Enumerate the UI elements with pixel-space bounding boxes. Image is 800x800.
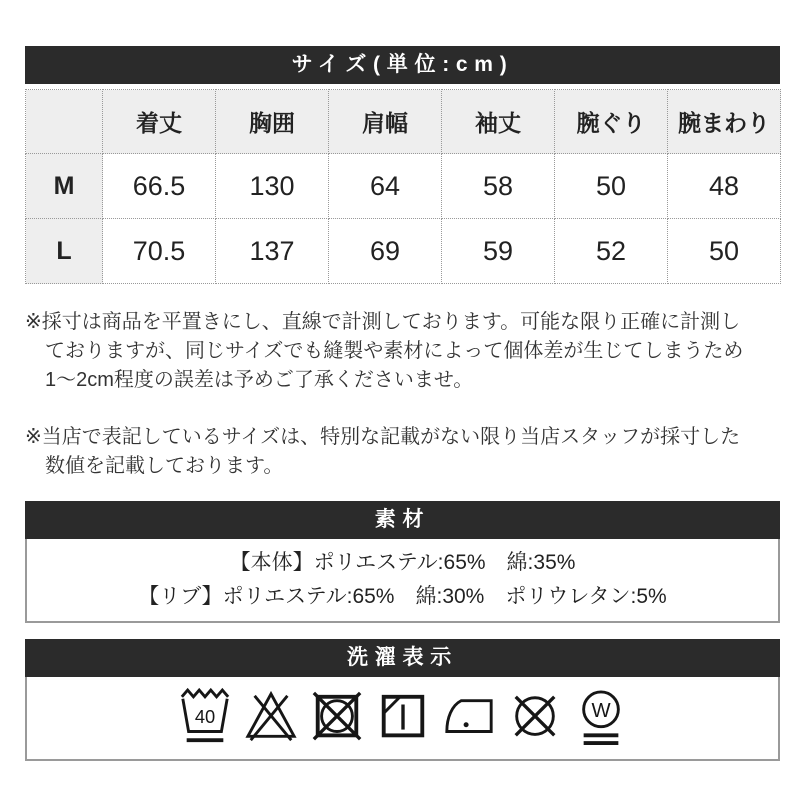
column-header-chest: 胸囲 xyxy=(216,90,329,154)
wash-temperature-label: 40 xyxy=(194,705,215,727)
note-line: 数値を記載しております。 xyxy=(45,455,284,477)
note-line: ※当店で表記しているサイズは、特別な記載がない限り当店スタッフが採寸した xyxy=(25,426,741,448)
column-header-shoulder: 肩幅 xyxy=(329,90,442,154)
size-section-header xyxy=(25,46,780,84)
note-line: ※採寸は商品を平置きにし、直線で計測しております。可能な限り正確に計測し xyxy=(25,311,741,333)
cell-m-length: 66.5 xyxy=(103,154,216,219)
cell-l-length: 70.5 xyxy=(103,219,216,284)
size-table xyxy=(25,89,781,284)
column-header-armhole: 腕ぐり xyxy=(555,90,668,154)
cell-m-sleeve: 58 xyxy=(442,154,555,219)
wet-clean-letter: W xyxy=(590,700,611,723)
cell-l-shoulder: 69 xyxy=(329,219,442,284)
cell-l-chest: 137 xyxy=(216,219,329,284)
material-section-title: 素材 xyxy=(374,508,431,531)
do-not-tumble-dry-icon xyxy=(310,685,364,751)
size-chart-page xyxy=(25,0,780,761)
column-header-sleeve: 袖丈 xyxy=(442,90,555,154)
cell-l-arm-circumference: 50 xyxy=(668,219,781,284)
table-row-m xyxy=(26,154,781,219)
cell-l-sleeve: 59 xyxy=(442,219,555,284)
staff-measured-note xyxy=(25,423,780,481)
cell-m-arm-circumference: 48 xyxy=(668,154,781,219)
note-line: ておりますが、同じサイズでも縫製や素材によって個体差が生じてしまうため xyxy=(45,340,744,362)
corner-cell xyxy=(26,90,103,154)
material-composition-box xyxy=(25,539,780,623)
material-section-header xyxy=(25,501,780,539)
laundry-symbols-box xyxy=(25,677,780,761)
cell-m-armhole: 50 xyxy=(555,154,668,219)
cell-m-chest: 130 xyxy=(216,154,329,219)
care-section-title: 洗濯表示 xyxy=(347,646,458,669)
cell-m-shoulder: 64 xyxy=(329,154,442,219)
column-header-arm-circumference: 腕まわり xyxy=(668,90,781,154)
wet-clean-very-gentle-icon xyxy=(574,685,628,751)
iron-low-heat-icon xyxy=(442,685,496,751)
wash-40-gentle-icon xyxy=(178,685,232,751)
column-header-length: 着丈 xyxy=(103,90,216,154)
row-label-l: L xyxy=(26,219,103,284)
measurement-method-note xyxy=(25,308,780,395)
line-dry-in-shade-icon xyxy=(376,685,430,751)
care-section-header xyxy=(25,639,780,677)
iron-dot xyxy=(463,722,468,727)
table-row-l xyxy=(26,219,781,284)
do-not-dry-clean-icon xyxy=(508,685,562,751)
row-label-m: M xyxy=(26,154,103,219)
size-table-header-row xyxy=(26,90,781,154)
cell-l-armhole: 52 xyxy=(555,219,668,284)
material-line-body: 【本体】ポリエステル:65% 綿:35% xyxy=(229,551,576,574)
note-line: 1〜2cm程度の誤差は予めご了承くださいませ。 xyxy=(45,369,474,391)
size-section-title: サイズ(単位:cm) xyxy=(291,53,514,76)
material-line-rib: 【リブ】ポリエステル:65% 綿:30% ポリウレタン:5% xyxy=(138,585,667,608)
do-not-bleach-icon xyxy=(244,685,298,751)
